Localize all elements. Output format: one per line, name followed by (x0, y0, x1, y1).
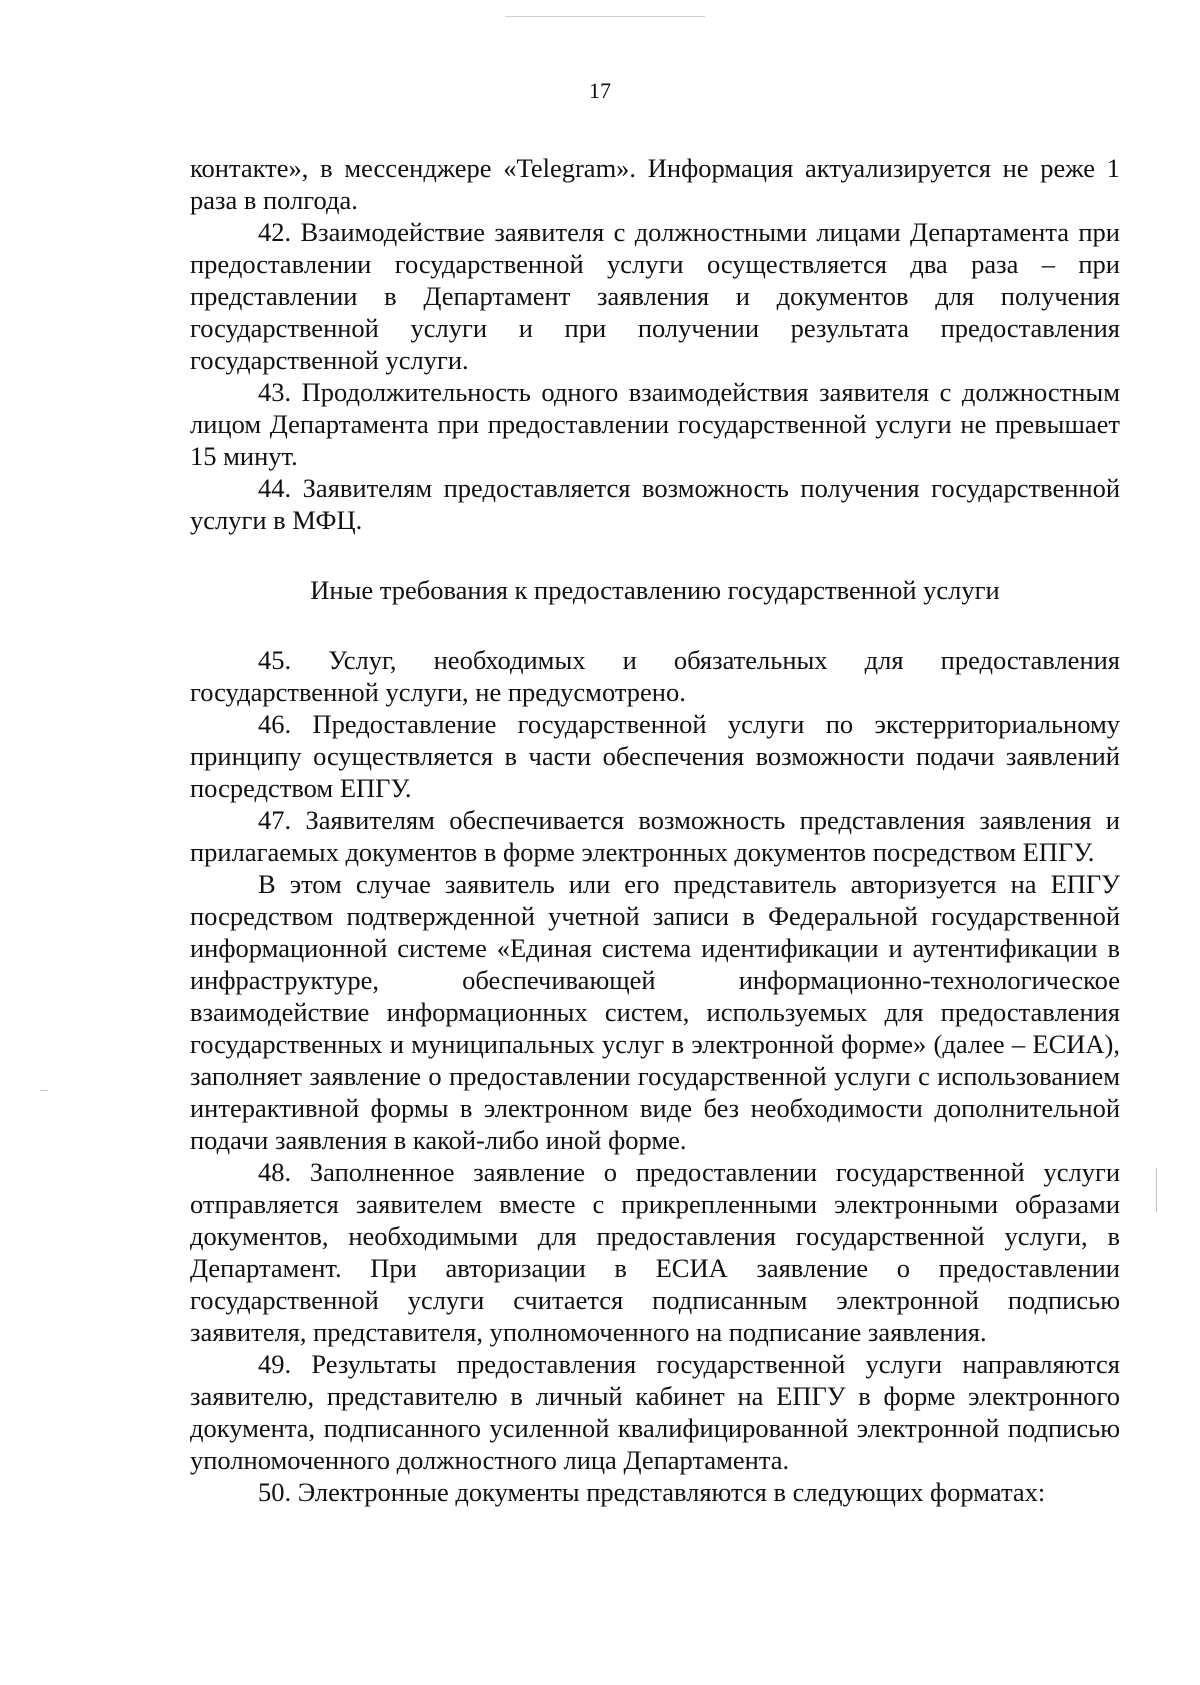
paragraph-50: 50. Электронные документы представляются в следующих форматах: (258, 1477, 1046, 1507)
scan-artifact-top (505, 16, 705, 17)
section-heading: Иные требования к предоставлению государственной услуги (310, 575, 1000, 605)
paragraph-44: 44. Заявителям предоставляется возможность получения государственной услуги в МФЦ. (190, 473, 1120, 535)
paragraph-45: 45. Услуг, необходимых и обязательных для предоставления государственной услуги, не предусмотрено. (190, 645, 1120, 707)
paragraph-48: 48. Заполненное заявление о предоставлении государственной услуги отправляется заявителем вместе с прикрепленными электронными образами документов, необходимыми для предоставления государственной услуги, в Департамент. При авторизации в ЕСИА заявление о предоставлении государственной услуги считается подписанным электронной подписью заявителя, представителя, уполномоченного на подписание заявления. (190, 1157, 1120, 1347)
scan-artifact-right (1156, 1168, 1157, 1212)
scan-artifact-left (40, 1090, 48, 1091)
page-number: 17 (589, 78, 611, 103)
paragraph-43: 43. Продолжительность одного взаимодействия заявителя с должностным лицом Департамента при предоставлении государственной услуги не превышает 15 минут. (190, 377, 1120, 471)
paragraph-49: 49. Результаты предоставления государственной услуги направляются заявителю, представителю в личный кабинет на ЕПГУ в форме электронного документа, подписанного усиленной квалифицированной электронной подписью уполномоченного должностного лица Департамента. (190, 1349, 1120, 1475)
document-body (190, 152, 1120, 1508)
paragraph-47: 47. Заявителям обеспечивается возможность представления заявления и прилагаемых документов в форме электронных документов посредством ЕПГУ. (190, 805, 1120, 867)
paragraph-42: 42. Взаимодействие заявителя с должностными лицами Департамента при предоставлении государственной услуги осуществляется два раза – при представлении в Департамент заявления и документов для получения государственной услуги и при получении результата предоставления государственной услуги. (190, 217, 1120, 375)
paragraph-47-continuation: В этом случае заявитель или его представитель авторизуется на ЕПГУ посредством подтвержденной учетной записи в Федеральной государственной информационной системе «Единая система идентификации и аутентификации в инфраструктуре, обеспечивающей информационно-технологическое взаимодействие информационных систем, используемых для предоставления государственных и муниципальных услуг в электронной форме» (далее – ЕСИА), заполняет заявление о предоставлении государственной услуги с использованием интерактивной формы в электронном виде без необходимости дополнительной подачи заявления в какой-либо иной форме. (190, 869, 1120, 1155)
paragraph-46: 46. Предоставление государственной услуги по экстерриториальному принципу осуществляется в части обеспечения возможности подачи заявлений посредством ЕПГУ. (190, 709, 1120, 803)
paragraph-continuation: контакте», в мессенджере «Telegram». Информация актуализируется не реже 1 раза в полгода. (190, 153, 1120, 215)
